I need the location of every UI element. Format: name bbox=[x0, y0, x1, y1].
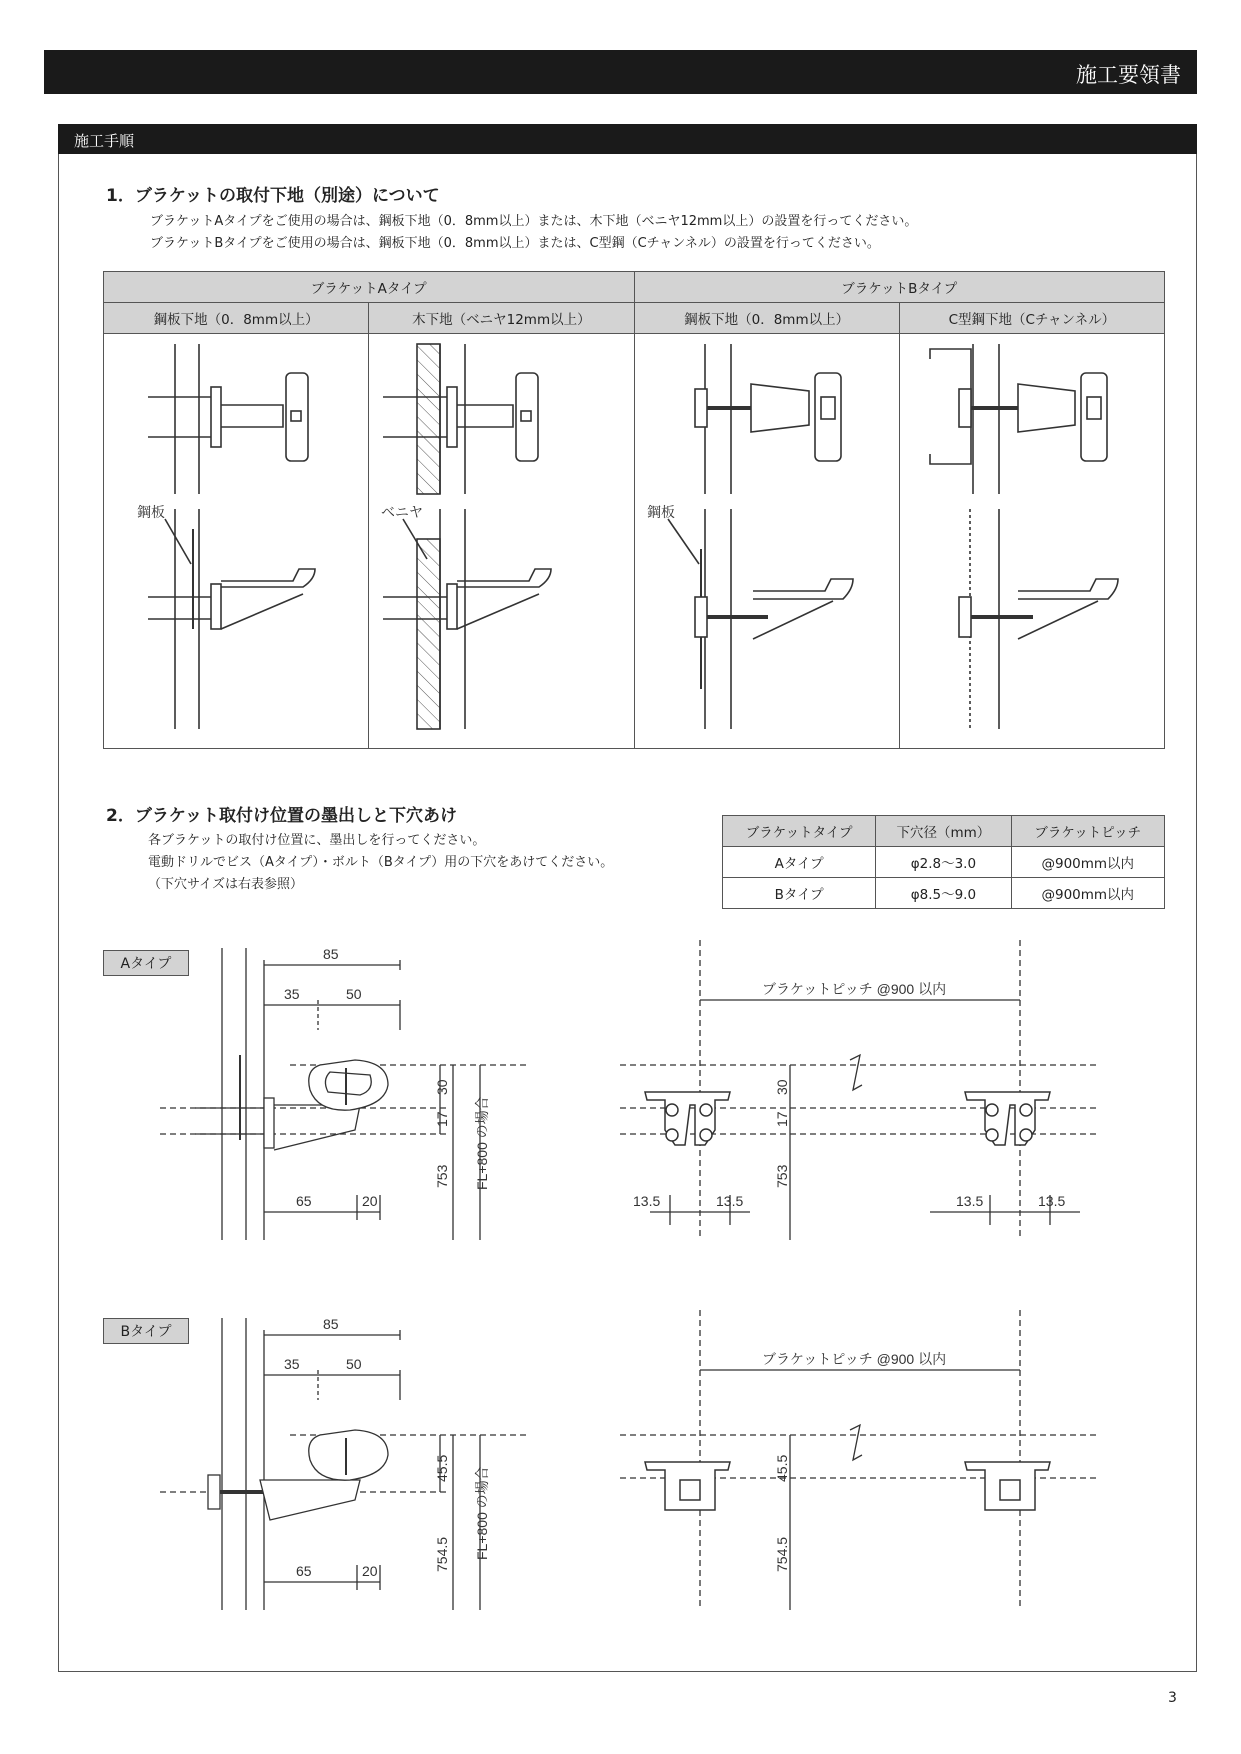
cell: Aタイプ bbox=[723, 847, 876, 878]
dim-65: 65 bbox=[296, 1563, 312, 1579]
col-header: ブラケットピッチ bbox=[1011, 816, 1164, 847]
cell: Bタイプ bbox=[723, 878, 876, 909]
header-bar bbox=[44, 50, 1197, 94]
section-bar bbox=[58, 124, 1197, 154]
dim-13-5: 13.5 bbox=[956, 1193, 984, 1209]
dim-85: 85 bbox=[323, 1316, 339, 1332]
dim-fl800: FL+800 の場合 bbox=[474, 1096, 490, 1190]
cell: @900mm以内 bbox=[1011, 878, 1164, 909]
dim-754-5: 754.5 bbox=[434, 1536, 450, 1572]
col-header: 木下地（ベニヤ12mm以上） bbox=[369, 303, 634, 334]
tag-a-type: Aタイプ bbox=[103, 950, 189, 976]
dim-30: 30 bbox=[434, 1079, 450, 1095]
step2-line: 各ブラケットの取付け位置に、墨出しを行ってください。 bbox=[148, 833, 486, 848]
a-type-drawing bbox=[150, 940, 1100, 1250]
dim-754-5-right: 754.5 bbox=[774, 1536, 790, 1572]
cell: φ2.8～3.0 bbox=[876, 847, 1011, 878]
dim-pitch: ブラケットピッチ @900 以内 bbox=[762, 981, 947, 997]
dim-17: 17 bbox=[434, 1111, 450, 1127]
b-type-drawing bbox=[150, 1310, 1100, 1620]
group-a-header: ブラケットAタイプ bbox=[104, 272, 635, 303]
dim-13-5: 13.5 bbox=[1038, 1193, 1066, 1209]
dim-30-right: 30 bbox=[774, 1079, 790, 1095]
dim-753-right: 753 bbox=[774, 1164, 790, 1188]
step2-heading: 2．ブラケット取付け位置の墨出しと下穴あけ bbox=[106, 806, 457, 826]
dim-17-right: 17 bbox=[774, 1111, 790, 1127]
col-header: C型鋼下地（Cチャンネル） bbox=[899, 303, 1164, 334]
hole-size-table bbox=[722, 815, 1165, 909]
col-header: 鋼板下地（0．8mm以上） bbox=[634, 303, 899, 334]
step2-line: 電動ドリルでビス（Aタイプ）・ボルト（Bタイプ）用の下穴をあけてください。 bbox=[148, 855, 614, 870]
col-header: 下穴径（mm） bbox=[876, 816, 1011, 847]
dim-50: 50 bbox=[346, 986, 362, 1002]
step2-text bbox=[148, 830, 613, 896]
label-steel: 鋼板 bbox=[137, 505, 165, 521]
label-steel-b: 鋼板 bbox=[647, 505, 675, 521]
step1-text bbox=[150, 211, 917, 255]
label-veneer: ベニヤ bbox=[381, 505, 423, 521]
dim-50: 50 bbox=[346, 1356, 362, 1372]
tag-b-type: Bタイプ bbox=[103, 1318, 189, 1344]
dim-753: 753 bbox=[434, 1164, 450, 1188]
substrate-drawings bbox=[103, 329, 1165, 741]
cell: @900mm以内 bbox=[1011, 847, 1164, 878]
step2-line: （下穴サイズは右表参照） bbox=[148, 877, 303, 892]
dim-35: 35 bbox=[284, 1356, 300, 1372]
section-title: 施工手順 bbox=[74, 132, 135, 150]
col-header: ブラケットタイプ bbox=[723, 816, 876, 847]
page-number: 3 bbox=[1168, 1690, 1177, 1706]
group-b-header: ブラケットBタイプ bbox=[634, 272, 1165, 303]
col-header: 鋼板下地（0．8mm以上） bbox=[104, 303, 369, 334]
dim-65: 65 bbox=[296, 1193, 312, 1209]
document-title: 施工要領書 bbox=[1076, 63, 1181, 87]
dim-13-5: 13.5 bbox=[716, 1193, 744, 1209]
dim-20: 20 bbox=[362, 1193, 378, 1209]
dim-pitch: ブラケットピッチ @900 以内 bbox=[762, 1351, 947, 1367]
step1-line: ブラケットBタイプをご使用の場合は、鋼板下地（0．8mm以上）または、C型鋼（Cチャンネル）の設置を行ってください。 bbox=[150, 236, 880, 251]
step1-heading: 1．ブラケットの取付下地（別途）について bbox=[106, 186, 440, 206]
dim-35: 35 bbox=[284, 986, 300, 1002]
dim-13-5: 13.5 bbox=[633, 1193, 661, 1209]
cell: φ8.5～9.0 bbox=[876, 878, 1011, 909]
dim-fl800: FL+800 の場合 bbox=[474, 1466, 490, 1560]
dim-20: 20 bbox=[362, 1563, 378, 1579]
dim-45-5-right: 45.5 bbox=[774, 1454, 790, 1482]
dim-85: 85 bbox=[323, 946, 339, 962]
dim-45-5: 45.5 bbox=[434, 1454, 450, 1482]
step1-line: ブラケットAタイプをご使用の場合は、鋼板下地（0．8mm以上）または、木下地（ベニヤ12mm以上）の設置を行ってください。 bbox=[150, 214, 918, 229]
